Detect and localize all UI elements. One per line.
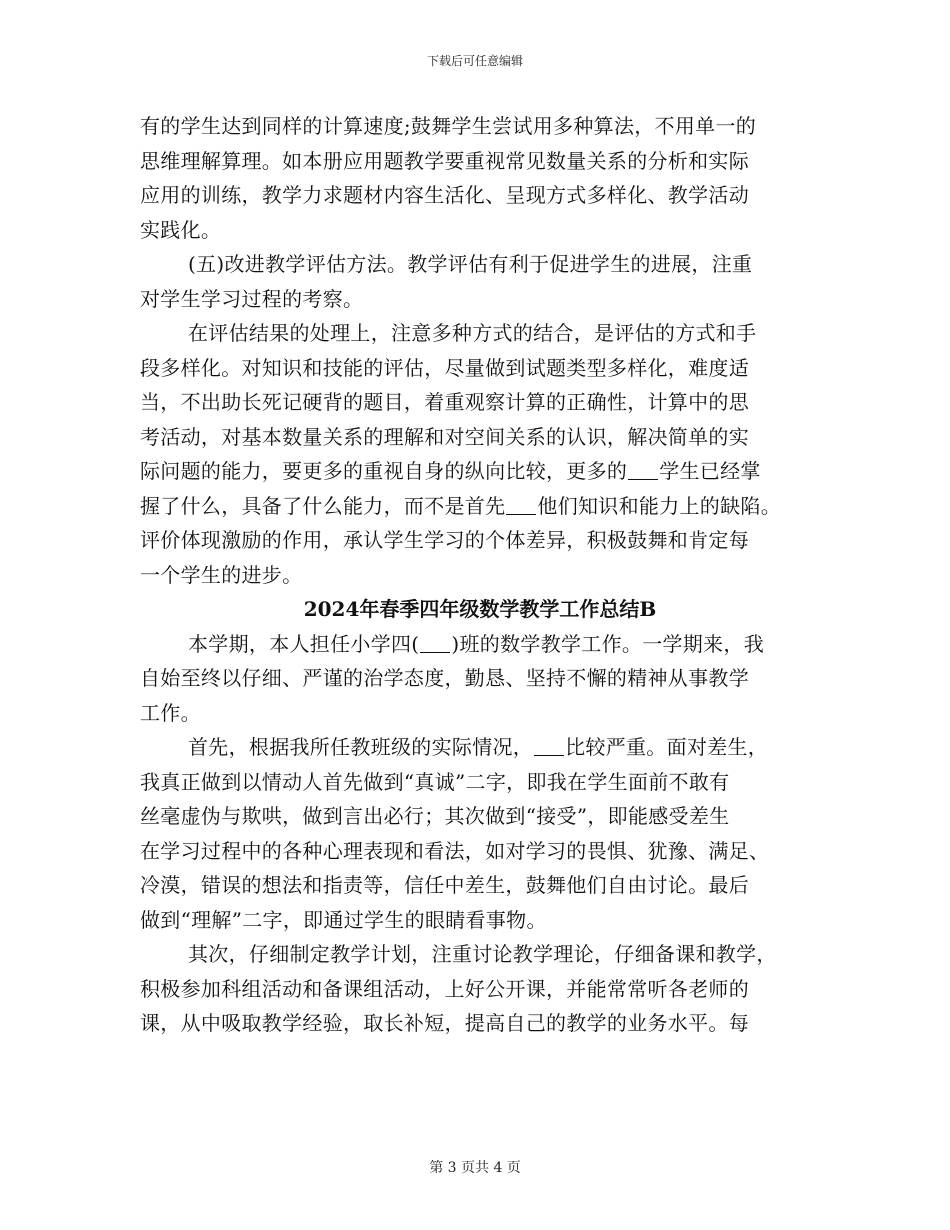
text-run: 其次，仔细制定教学计划，注重讨论教学理论，仔细备课和教学， bbox=[188, 942, 777, 966]
paragraph-first-line bbox=[140, 937, 820, 972]
body-line bbox=[140, 834, 820, 869]
body-line bbox=[140, 385, 820, 420]
page-header: 下载后可任意编辑 bbox=[426, 54, 523, 68]
body-line bbox=[140, 661, 820, 696]
text-run: 应用的训练，教学力求题材内容生活化、呈现方式多样化、教学活动 bbox=[140, 183, 749, 207]
body-line bbox=[140, 903, 820, 938]
body-line bbox=[140, 765, 820, 800]
document-body bbox=[140, 109, 820, 1041]
text-run: 自始至终以仔细、严谨的治学态度，勤恳、坚持不懈的精神从事教学 bbox=[140, 666, 749, 690]
page-footer: 第 3 页共 4 页 bbox=[429, 1160, 521, 1176]
text-run: 课，从中吸取教学经验，取长补短，提高自己的教学的业务水平。每 bbox=[140, 1011, 749, 1035]
body-line bbox=[140, 799, 820, 834]
text-run: 本学期，本人担任小学四( bbox=[188, 631, 420, 656]
text-run: 做到“理解”二字，即通过学生的眼睛看事物。 bbox=[140, 907, 547, 932]
body-line bbox=[140, 523, 820, 558]
text-run: 段多样化。对知识和技能的评估，尽量做到试题类型多样化，难度适 bbox=[140, 355, 749, 380]
body-line bbox=[140, 454, 820, 489]
paragraph-first-line bbox=[140, 316, 820, 351]
body-line bbox=[140, 868, 820, 903]
text-run: 学生已经掌 bbox=[659, 459, 761, 483]
text-run: 丝毫虚伪与欺哄，做到言出必行；其次做到“接受”，即能感受差生 bbox=[140, 804, 730, 828]
body-line bbox=[140, 213, 820, 248]
text-run: 际问题的能力，要更多的重视自身的纵向比较，更多的 bbox=[140, 459, 628, 483]
body-line bbox=[140, 109, 820, 144]
text-run: 积极参加科组活动和备课组活动，上好公开课，并能常常听各老师的 bbox=[140, 976, 749, 1001]
body-line bbox=[140, 351, 820, 386]
fill-in-blank bbox=[420, 632, 450, 653]
text-run: 考活动，对基本数量关系的理解和对空间关系的认识，解决简单的实 bbox=[140, 424, 749, 449]
text-run: )班的数学教学工作。一学期来，我 bbox=[451, 631, 765, 656]
body-line bbox=[140, 558, 820, 593]
text-run: 握了什么，具备了什么能力，而不是首先 bbox=[140, 493, 506, 518]
text-run: 当，不出助长死记硬背的题目，着重观察计算的正确性，计算中的思 bbox=[140, 390, 749, 414]
text-run: 对学生学习过程的考察。 bbox=[140, 286, 364, 311]
text-run: 他们知识和能力上的缺陷。 bbox=[537, 493, 782, 518]
text-run: (五)改进教学评估方法。教学评估有利于促进学生的进展，注重 bbox=[188, 252, 753, 276]
body-line bbox=[140, 282, 820, 317]
text-run: 实践化。 bbox=[140, 217, 222, 242]
text-run: 比较严重。面对差生， bbox=[565, 735, 769, 759]
text-run: 评价体现激励的作用，承认学生学习的个体差异，积极鼓舞和肯定每 bbox=[140, 528, 749, 552]
body-line bbox=[140, 972, 820, 1007]
text-run: 冷漠，错误的想法和指责等，信任中差生，鼓舞他们自由讨论。最后 bbox=[140, 873, 749, 897]
text-run: 首先，根据我所任教班级的实际情况， bbox=[188, 735, 534, 759]
body-line bbox=[140, 696, 820, 731]
section-title bbox=[140, 592, 820, 627]
fill-in-blank bbox=[628, 459, 658, 480]
paragraph-first-line bbox=[140, 730, 820, 765]
fill-in-blank bbox=[506, 494, 536, 515]
paragraph-first-line bbox=[140, 247, 820, 282]
text-run: 在评估结果的处理上，注意多种方式的结合，是评估的方式和手 bbox=[188, 321, 757, 345]
text-run: 2024年春季四年级数学教学工作总结B bbox=[303, 597, 657, 621]
text-run: 有的学生达到同样的计算速度;鼓舞学生尝试用多种算法，不用单一的 bbox=[140, 114, 757, 138]
body-line bbox=[140, 420, 820, 455]
paragraph-first-line bbox=[140, 627, 820, 662]
body-line bbox=[140, 1006, 820, 1041]
fill-in-blank bbox=[534, 735, 564, 756]
text-run: 一个学生的进步。 bbox=[140, 562, 303, 587]
body-line bbox=[140, 144, 820, 179]
text-run: 思维理解算理。如本册应用题教学要重视常见数量关系的分析和实际 bbox=[140, 148, 749, 173]
body-line bbox=[140, 178, 820, 213]
text-run: 工作。 bbox=[140, 700, 201, 725]
text-run: 我真正做到以情动人首先做到“真诚”二字，即我在学生面前不敢有 bbox=[140, 769, 730, 794]
text-run: 在学习过程中的各种心理表现和看法，如对学习的畏惧、犹豫、满足、 bbox=[140, 838, 770, 863]
body-line bbox=[140, 489, 820, 524]
